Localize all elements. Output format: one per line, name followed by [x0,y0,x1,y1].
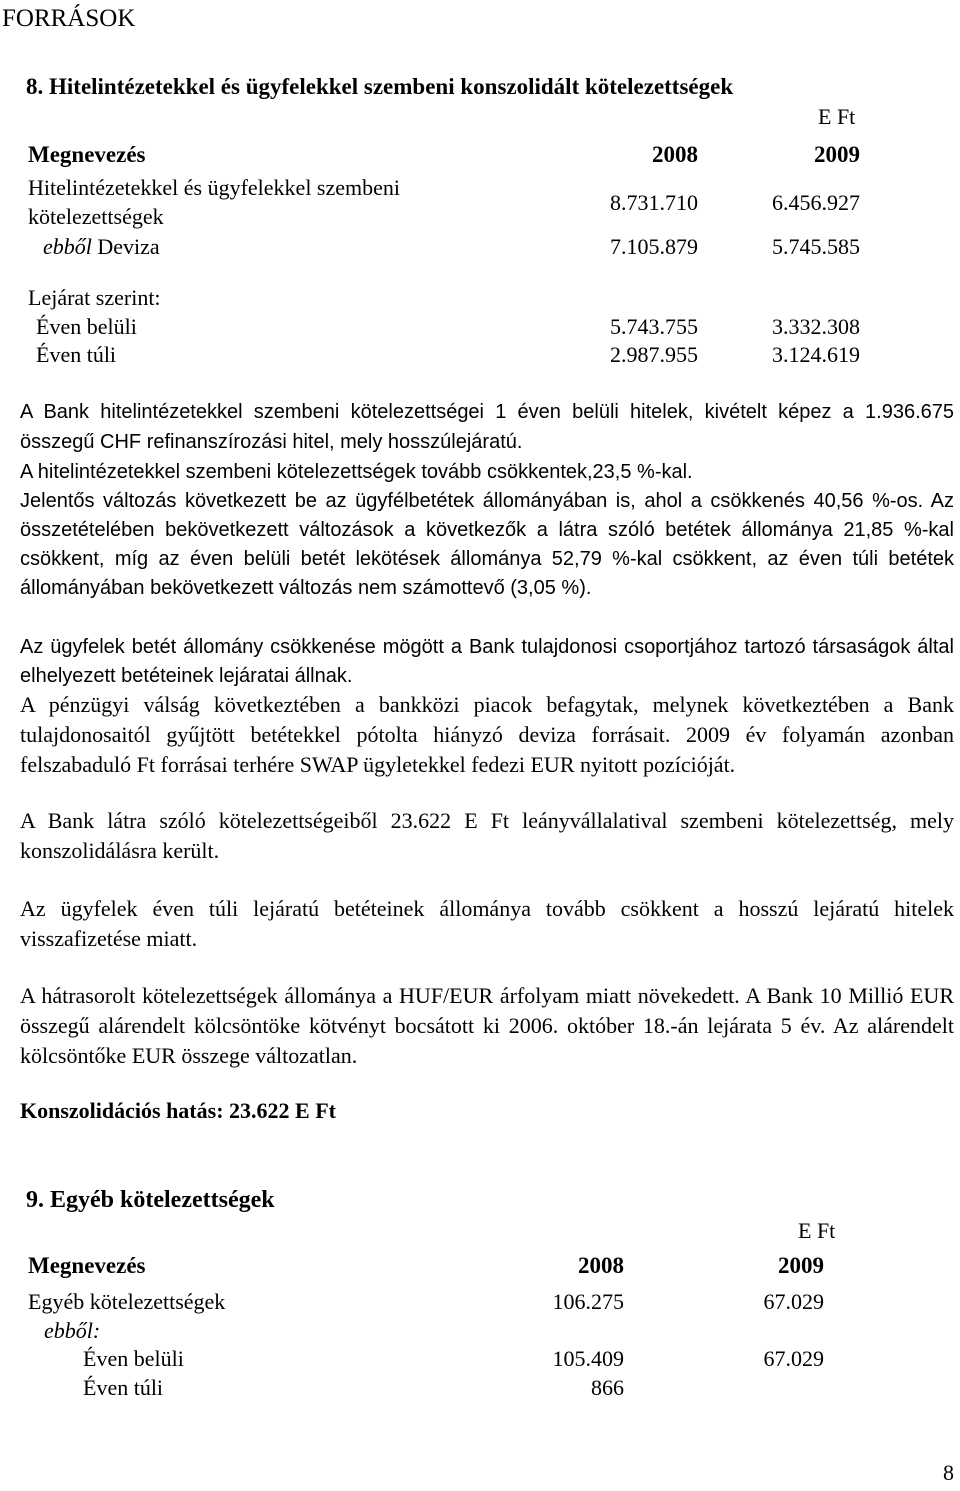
row-value-2008: 5.743.755 [610,314,698,339]
unit-label: E Ft [798,1218,836,1243]
section-header: FORRÁSOK [2,5,136,32]
col-header-2009: 2009 [814,142,860,167]
row-value-2008: 106.275 [552,1289,624,1314]
paragraph-decrease: A hitelintézetekkel szembeni kötelezettségek tovább csökkentek,23,5 %-kal. [20,461,693,483]
section-8-title: 8. Hitelintézetekkel és ügyfelekkel szembeni konszolidált kötelezettségek [26,74,734,99]
paragraph-consolidated: A Bank látra szóló kötelezettségeiből 23.622 E Ft leányvállalatival szembeni kötelezettség, mely konszolidálásra került. [20,808,954,863]
row-value-2009: 67.029 [763,1346,824,1371]
page-number: 8 [943,1460,954,1485]
row-label-of-which: ebből: [44,1318,101,1343]
paragraph-bank-liabilities: A Bank hitelintézetekkel szembeni kötelezettségei 1 éven belüli hitelek, kivételt képez a 1.936.675 összegű CHF refinanszírozási hitel, mely hosszúlejáratú. [20,401,954,453]
row-value-2009: 5.745.585 [772,234,860,259]
col-header-name: Megnevezés [28,142,146,167]
col-header-2008: 2008 [578,1253,624,1278]
unit-label: E Ft [818,104,856,129]
paragraph-owner-group: Az ügyfelek betét állomány csökkenése mögött a Bank tulajdonosi csoportjához tartozó társaságok által elhelyezett betéteinek lejáratai állnak. [20,636,954,687]
row-label-line1: Hitelintézetekkel és ügyfelekkel szembeni [28,175,401,200]
col-header-2008: 2008 [652,142,698,167]
row-label-line2: kötelezettségek [28,204,164,229]
row-value-2008: 866 [591,1375,624,1400]
row-value-2008: 105.409 [552,1346,624,1371]
paragraph-subordinated: A hátrasorolt kötelezettségek állománya a HUF/EUR árfolyam miatt növekedett. A Bank 10 Millió EUR összegű alárendelt kölcsöntöke kötvényt bocsátott ki 2006. október 18.-án lejárata 5 év. Az alárendelt kölcsöntőke EUR összege változatlan. [20,983,954,1068]
row-value-2009: 3.332.308 [772,314,860,339]
row-label-over-year: Éven túli [83,1375,164,1400]
paragraph-financial-crisis: A pénzügyi válság következtében a bankközi piacok befagytak, melynek következtében a Bank tulajdonosaitól gyűjtött betétekkel pótolta hiányzó deviza forrásait. 2009 év folyamán azonban felszabaduló Ft forrásai terhére SWAP ügyletekkel fedezi EUR nyitott pozícióját. [20,692,954,777]
paragraph-long-term: Az ügyfelek éven túli lejáratú betéteinek állománya tovább csökkent a hosszú lejáratú hitelek visszafizetése miatt. [20,896,954,951]
row-value-2009: 6.456.927 [772,190,860,215]
consolidation-effect: Konszolidációs hatás: 23.622 E Ft [20,1098,336,1123]
row-value-2008: 7.105.879 [610,234,698,259]
row-label-other: Egyéb kötelezettségek [28,1289,226,1314]
row-value-2008: 8.731.710 [610,190,698,215]
row-label-deviza-rest: Deviza [91,234,160,259]
row-value-2008: 2.987.955 [610,342,698,367]
row-label-within-year: Éven belüli [83,1346,184,1371]
row-label-deviza-italic: ebből [43,234,92,259]
group-label: Lejárat szerint: [28,285,161,310]
col-header-2009: 2009 [778,1253,824,1278]
paragraph-deposits-change: Jelentős változás következett be az ügyfélbetétek állományában is, ahol a csökkenés 40,56 %-os. Az összetételében bekövetkezett változások a következők a látra szóló betétek állománya 21,85 %-kal csökkent, míg az éven belüli betét lekötések állománya 52,79 %-kal csökkent, az éven túli betétek állományában bekövetkezett változás nem számottevő (3,05 %). [20,490,954,599]
row-value-2009: 3.124.619 [772,342,860,367]
section-9-title: 9. Egyéb kötelezettségek [26,1187,275,1213]
row-value-2009: 67.029 [763,1289,824,1314]
row-label-deviza [43,234,160,260]
row-label-within-year: Éven belüli [36,314,137,339]
col-header-name: Megnevezés [28,1253,146,1278]
row-label-over-year: Éven túli [36,342,117,367]
